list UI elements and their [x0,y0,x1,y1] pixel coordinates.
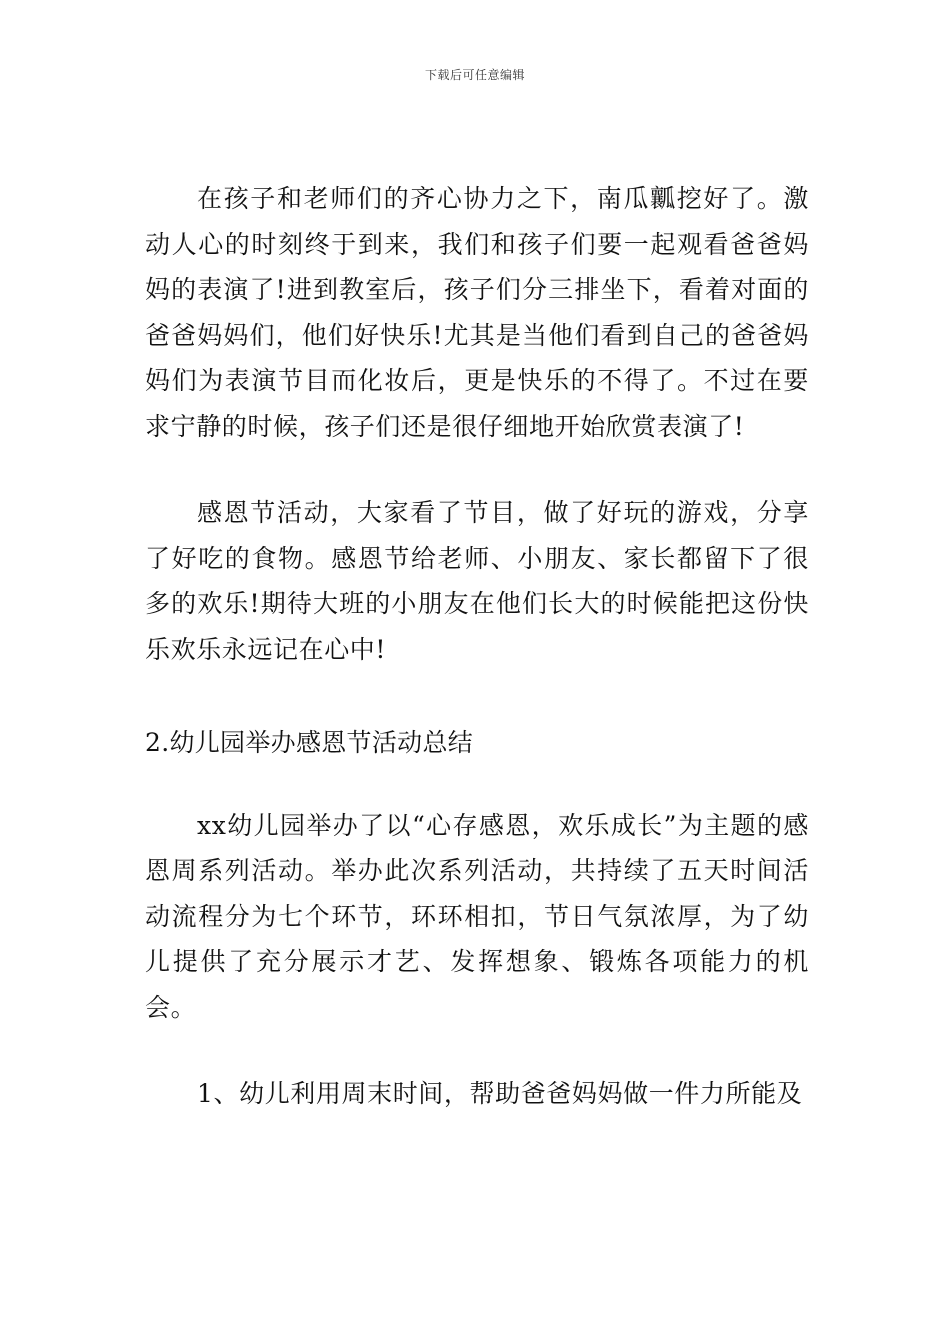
section-heading: 2.幼儿园举办感恩节活动总结 [145,728,474,757]
document-body [145,176,809,1117]
paragraph-pumpkin-performance: 在孩子和老师们的齐心协力之下，南瓜瓤挖好了。激动人心的时刻终于到来，我们和孩子们要一起观看爸爸妈妈的表演了!进到教室后，孩子们分三排坐下，看着对面的爸爸妈妈们，他们好快乐!尤其是当他们看到自己的爸爸妈妈们为表演节目而化妆后，更是快乐的不得了。不过在要求宁静的时候，孩子们还是很仔细地开始欣赏表演了! [145,184,809,441]
paragraph-thanksgiving-summary: 感恩节活动，大家看了节目，做了好玩的游戏，分享了好吃的食物。感恩节给老师、小朋友、家长都留下了很多的欢乐!期待大班的小朋友在他们长大的时候能把这份快乐欢乐永远记在心中! [145,498,809,664]
paragraph-weekend-task: 1、幼儿利用周末时间，帮助爸爸妈妈做一件力所能及 [197,1079,803,1108]
paragraph-activity-week: xx幼儿园举办了以“心存感恩，欢乐成长”为主题的感恩周系列活动。举办此次系列活动，共持续了五天时间活动流程分为七个环节，环环相扣，节日气氛浓厚，为了幼儿提供了充分展示才艺、发挥想象、锻炼各项能力的机会。 [145,810,809,1022]
page-header: 下载后可任意编辑 [424,68,525,82]
